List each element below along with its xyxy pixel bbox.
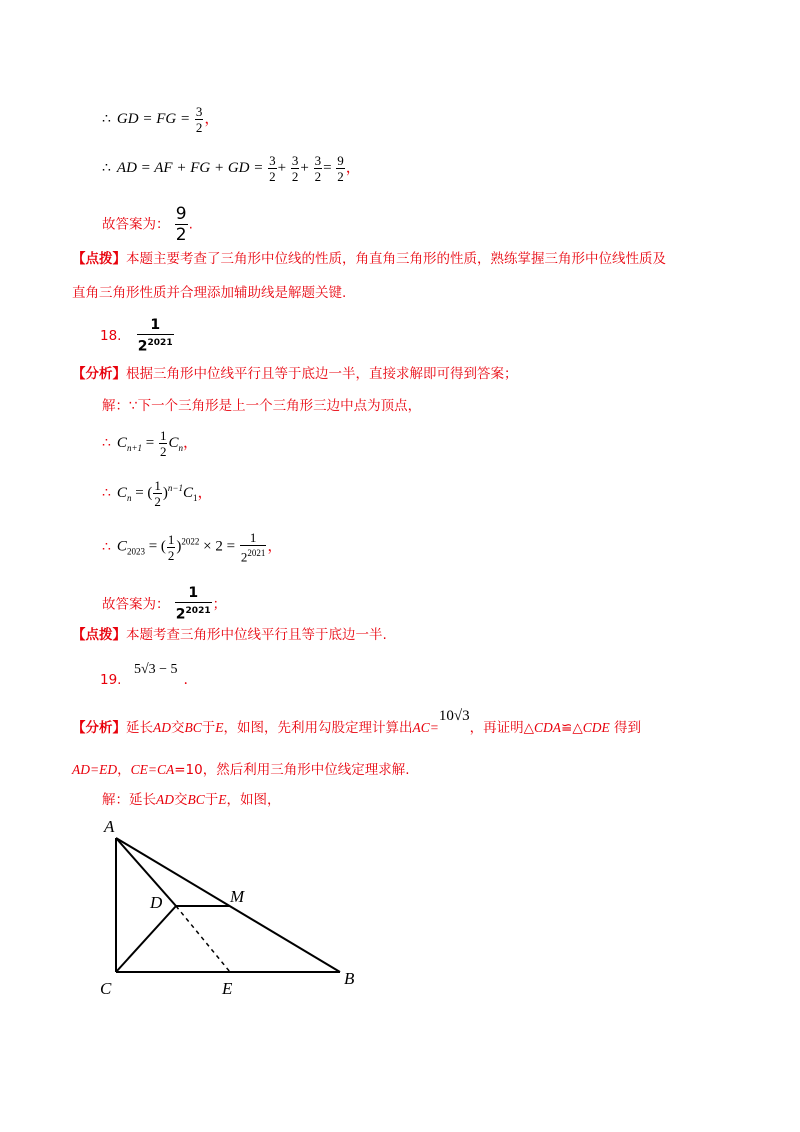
question-19: 19. 5√3 − 5.: [100, 662, 188, 688]
solution-19: 解：延长AD交BC于E，如图，: [102, 792, 281, 808]
eq-gd-fg: ∴ GD = FG = $\frac{3}{2}$ ，: [102, 104, 220, 135]
tip-17-line1: 【点拨】本题主要考查了三角形中位线的性质，角直角三角形的性质，熟练掌握三角形中位线性质及: [72, 251, 666, 267]
fraction: $\frac{3}{2}$: [291, 153, 299, 184]
fraction: $\frac{1}{2}$: [159, 428, 167, 459]
step-cn1: ∴ $C_{n+1}$ = $\frac{1}{2}$ $C_n$，: [102, 428, 199, 459]
label-c: C: [100, 979, 112, 998]
eq-ad-sum: ∴ AD = AF + FG + GD = $\frac{3}{2}$ + $\frac{3}{2}$ + $\frac{3}{2}$ = $\frac{9}{2}$ ，: [102, 153, 361, 184]
label-d: D: [150, 893, 163, 912]
analysis-18: 【分析】根据三角形中位线平行且等于底边一半，直接求解即可得到答案；: [72, 366, 518, 382]
answer-17: 故答案为： $\frac{9}{2}$ .: [102, 204, 193, 245]
fraction: $\frac{9}{2}$: [175, 204, 187, 245]
fraction: $\frac{1}{2^{2021}}$: [175, 585, 211, 623]
answer-18: 故答案为： $\frac{1}{2^{2021}}$ ；: [102, 585, 227, 623]
label-m: M: [230, 887, 245, 906]
fraction: $\frac{3}{2}$: [314, 153, 322, 184]
segment-ad: [116, 838, 176, 906]
label-a: A: [104, 817, 115, 836]
label-e: E: [222, 979, 233, 998]
solution-18: 解：∵下一个三角形是上一个三角形三边中点为顶点，: [102, 398, 422, 414]
fraction: $\frac{1}{2}$: [167, 531, 175, 563]
fraction: $\frac{1}{2^{2021}}$: [240, 530, 266, 565]
tip-17-line2: 直角三角形性质并合理添加辅助线是解题关键.: [72, 285, 347, 301]
analysis-19-line1: 【分析】延长AD交BC于E，如图，先利用勾股定理计算出AC=10√3，再证明△CDA≌△CDE 得到: [72, 708, 642, 736]
fraction: $\frac{9}{2}$: [337, 153, 344, 184]
tip-18: 【点拨】本题考查三角形中位线平行且等于底边一半.: [72, 627, 387, 643]
triangle-figure: [90, 810, 380, 1010]
label-b: B: [344, 969, 355, 988]
fraction: $\frac{1}{2}$: [154, 478, 161, 510]
step-c2023: ∴ $C_{2023}$ = ( $\frac{1}{2}$ )$^{2022}$ × 2 = $\frac{1}{2^{2021}}$ ，: [102, 530, 283, 565]
segment-cd: [116, 906, 176, 972]
fraction: $\frac{1}{2^{2021}}$: [137, 317, 173, 355]
step-cn: ∴ $C_n$ = ( $\frac{1}{2}$ )$^{n-1}C_1$，: [102, 478, 213, 510]
segment-de-dashed: [176, 906, 230, 972]
question-18: 18. $\frac{1}{2^{2021}}$: [100, 317, 173, 355]
fraction: $\frac{3}{2}$: [269, 153, 276, 184]
analysis-19-line2: AD=ED，CE=CA=10，然后利用三角形中位线定理求解.: [72, 762, 410, 778]
fraction: $\frac{3}{2}$: [195, 104, 203, 135]
